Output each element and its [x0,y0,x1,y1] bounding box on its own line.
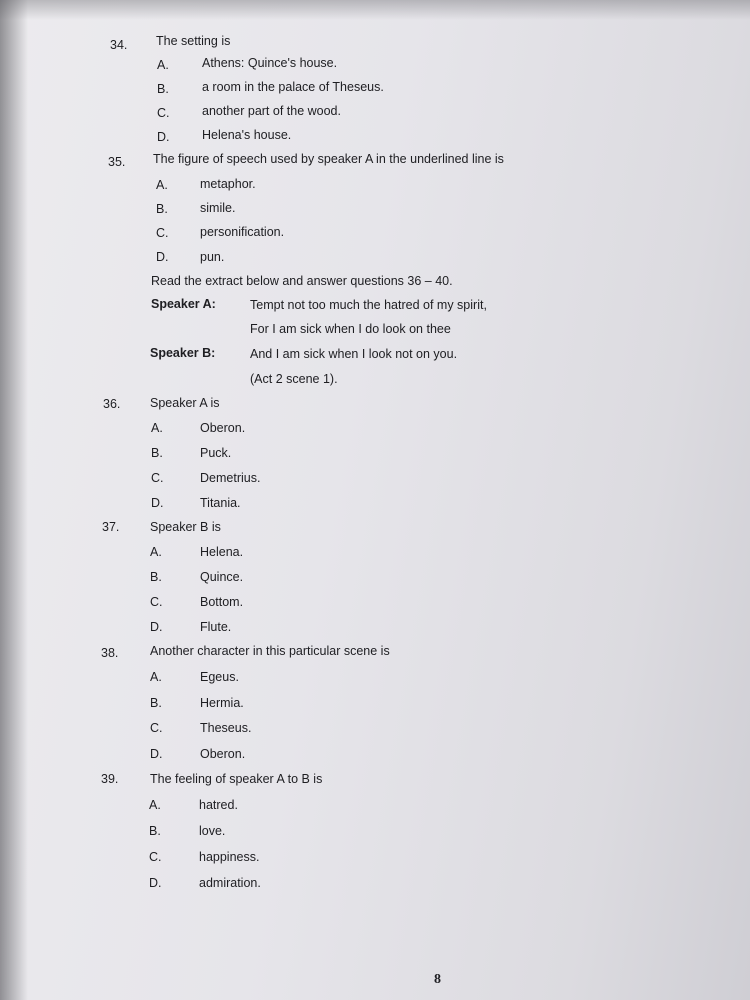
option-text: Flute. [200,620,232,634]
option-letter: B. [150,570,162,584]
option-letter: B. [156,202,168,216]
question-number: 36. [103,397,121,411]
option-text: Hermia. [200,696,244,710]
option-letter: C. [156,226,169,240]
option-text: Theseus. [200,721,252,735]
option-text: Oberon. [200,421,246,435]
option-text: personification. [200,225,285,239]
option-text: happiness. [199,850,260,864]
option-letter: D. [156,250,169,264]
speaker-b-line: And I am sick when I look not on you. [250,347,458,361]
option-text: Demetrius. [200,471,261,485]
speaker-a-line: Tempt not too much the hatred of my spirit, [250,298,487,312]
option-letter: C. [157,106,170,120]
option-text: metaphor. [200,177,256,191]
option-letter: A. [149,798,161,812]
option-text: Quince. [200,570,244,584]
scene-reference: (Act 2 scene 1). [250,372,338,386]
option-letter: A. [151,421,163,435]
question-stem: The figure of speech used by speaker A in the underlined line is [153,152,504,166]
option-text: pun. [200,250,225,264]
option-letter: A. [156,178,168,192]
option-letter: D. [150,747,163,761]
speaker-b-label: Speaker B: [150,346,216,360]
option-letter: C. [149,850,162,864]
option-letter: B. [151,446,163,460]
option-text: a room in the palace of Theseus. [202,80,384,94]
option-text: admiration. [199,876,261,890]
option-text: Puck. [200,446,232,460]
question-number: 37. [102,520,120,534]
option-text: Helena's house. [202,128,292,142]
extract-instruction: Read the extract below and answer questions 36 – 40. [151,274,453,288]
speaker-a-label: Speaker A: [151,297,216,311]
question-number: 39. [101,772,119,786]
option-letter: C. [150,595,163,609]
option-text: Titania. [200,496,241,510]
page-top-shadow [0,0,750,20]
option-text: Oberon. [200,747,246,761]
question-number: 38. [101,646,119,660]
question-stem: Another character in this particular scene is [150,644,390,658]
option-letter: D. [157,130,170,144]
page-number: 8 [434,972,441,987]
option-text: love. [199,824,226,838]
option-text: simile. [200,201,236,215]
option-text: Helena. [200,545,244,559]
speaker-a-line: For I am sick when I do look on thee [250,322,451,336]
option-letter: A. [150,670,162,684]
option-letter: D. [149,876,162,890]
option-letter: A. [157,58,169,72]
option-letter: B. [149,824,161,838]
question-stem: The setting is [156,34,231,48]
option-letter: B. [150,696,162,710]
option-text: Egeus. [200,670,239,684]
question-stem: Speaker B is [150,520,221,534]
option-text: another part of the wood. [202,104,341,118]
option-text: Athens: Quince's house. [202,56,338,70]
question-stem: Speaker A is [150,396,220,410]
question-number: 34. [110,38,128,52]
option-letter: D. [150,620,163,634]
question-stem: The feeling of speaker A to B is [150,772,323,786]
question-number: 35. [108,155,126,169]
option-letter: C. [151,471,164,485]
option-text: hatred. [199,798,238,812]
option-letter: C. [150,721,163,735]
option-letter: A. [150,545,162,559]
option-text: Bottom. [200,595,244,609]
page-edge-shadow [0,0,28,1000]
option-letter: B. [157,82,169,96]
option-letter: D. [151,496,164,510]
